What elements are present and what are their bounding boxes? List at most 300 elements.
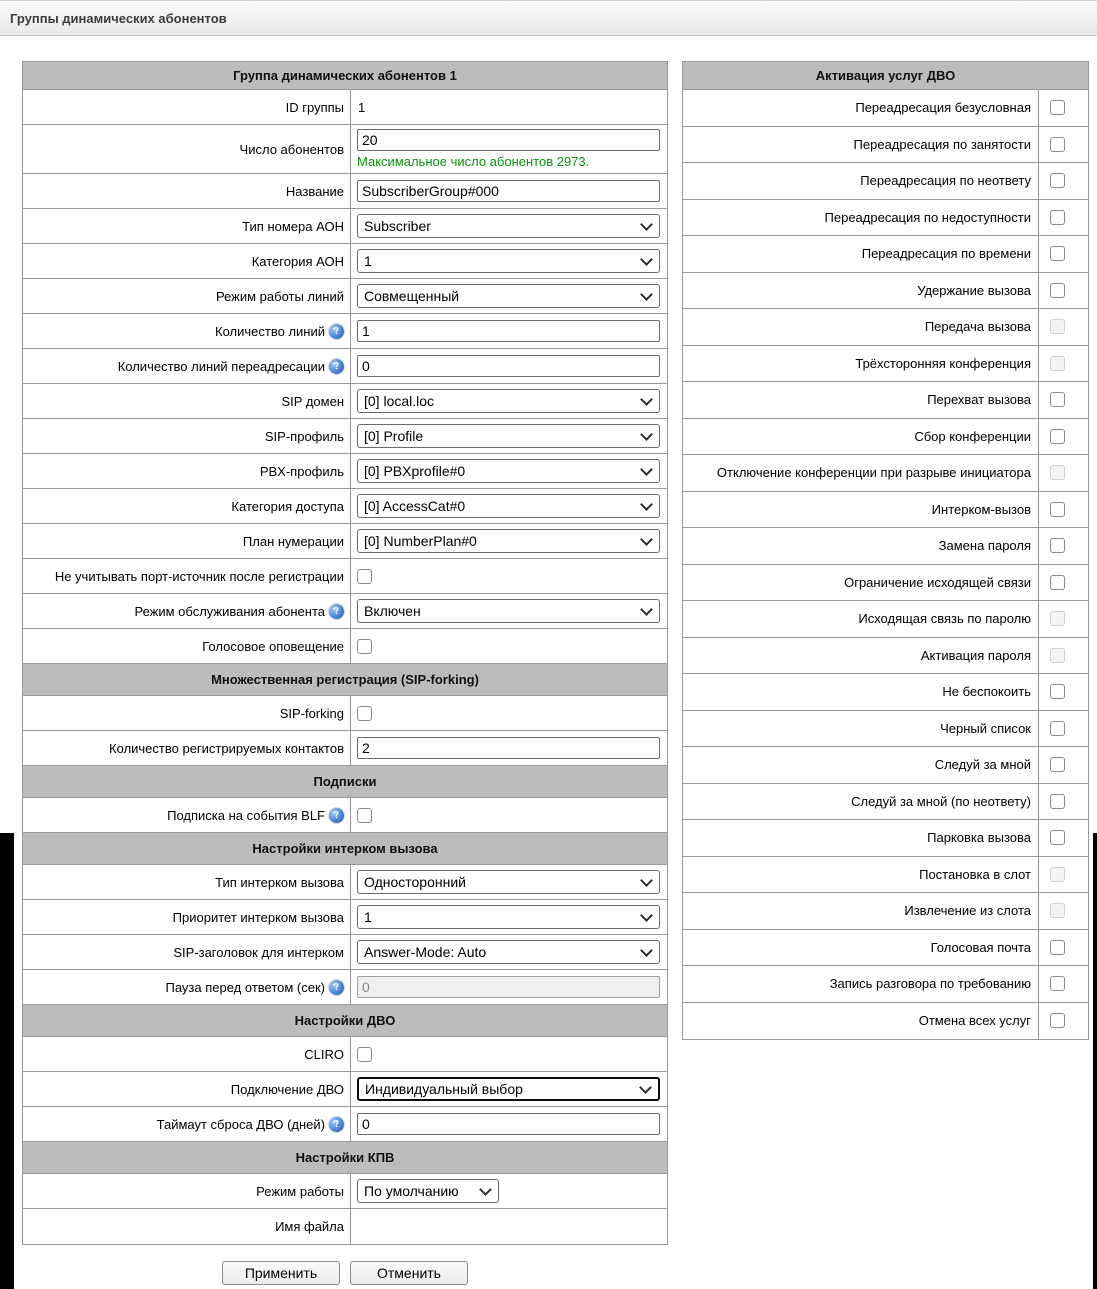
vas-label-cell xyxy=(683,127,1039,163)
vas-checkbox-cell xyxy=(1039,611,1088,626)
select-dropdown[interactable] xyxy=(357,214,660,238)
field-value-cell xyxy=(351,804,667,827)
form-row xyxy=(23,696,667,731)
field-label-cell xyxy=(23,865,351,899)
field-value-cell xyxy=(351,280,667,312)
field-value-cell xyxy=(351,1109,667,1139)
text-input[interactable] xyxy=(357,129,660,151)
vas-checkbox-cell xyxy=(1039,100,1088,115)
form-row xyxy=(23,384,667,419)
checkbox xyxy=(1050,903,1065,918)
form-row xyxy=(23,559,667,594)
vas-checkbox-cell xyxy=(1039,903,1088,918)
vas-label: Следуй за мной (по неответу) xyxy=(851,793,1031,809)
vas-label-cell xyxy=(683,820,1039,856)
vas-checkbox-cell xyxy=(1039,575,1088,590)
form-row xyxy=(23,279,667,314)
field-label: Количество линий переадресации xyxy=(117,358,325,374)
vas-label-cell xyxy=(683,90,1039,126)
cancel-button[interactable]: Отменить xyxy=(350,1261,468,1285)
field-label-cell xyxy=(23,1174,351,1208)
select-dropdown[interactable] xyxy=(357,284,660,308)
select-dropdown[interactable] xyxy=(357,529,660,553)
field-label: Пауза перед ответом (сек) xyxy=(165,979,325,995)
vas-row xyxy=(683,455,1088,492)
select-value: Совмещенный xyxy=(364,288,460,304)
vas-label-cell xyxy=(683,236,1039,272)
field-value-cell xyxy=(351,733,667,763)
vas-row xyxy=(683,346,1088,383)
checkbox[interactable] xyxy=(1050,757,1065,772)
field-label: SIP-forking xyxy=(279,705,344,721)
checkbox xyxy=(1050,319,1065,334)
vas-label: Сбор конференции xyxy=(914,428,1031,444)
field-value-cell xyxy=(351,972,667,1002)
vas-label: Активация пароля xyxy=(920,647,1031,663)
vas-label-cell xyxy=(683,565,1039,601)
chevron-down-icon xyxy=(640,874,653,887)
select-dropdown[interactable] xyxy=(357,389,660,413)
chevron-down-icon xyxy=(640,944,653,957)
vas-checkbox-cell xyxy=(1039,1013,1088,1028)
field-value-cell xyxy=(351,595,667,627)
vas-checkbox-cell xyxy=(1039,721,1088,736)
select-value: [0] AccessCat#0 xyxy=(364,498,466,514)
chevron-down-icon xyxy=(640,253,653,266)
page-title: Группы динамических абонентов xyxy=(10,11,227,26)
field-value-cell xyxy=(351,565,667,588)
vas-label: Не беспокоить xyxy=(942,684,1031,700)
field-label: ID группы xyxy=(285,99,344,115)
field-label: Режим обслуживания абонента xyxy=(134,603,325,619)
field-value-cell xyxy=(351,176,667,206)
vas-label: Голосовая почта xyxy=(930,939,1031,955)
form-row xyxy=(23,524,667,559)
help-icon[interactable]: ? xyxy=(328,978,346,996)
field-value-cell xyxy=(351,455,667,487)
select-value: Индивидуальный выбор xyxy=(365,1081,523,1097)
vas-label: Следуй за мной xyxy=(934,757,1031,773)
checkbox xyxy=(1050,867,1065,882)
field-label: CLIRO xyxy=(304,1046,344,1062)
help-icon[interactable]: ? xyxy=(328,357,346,375)
select-value: Answer-Mode: Auto xyxy=(364,944,487,960)
field-value-cell xyxy=(351,125,667,173)
form-row xyxy=(23,209,667,244)
chevron-down-icon xyxy=(640,218,653,231)
checkbox[interactable] xyxy=(1050,173,1065,188)
subscriber-group-rows xyxy=(23,90,667,1244)
vas-checkbox-cell xyxy=(1039,465,1088,480)
text-input[interactable] xyxy=(357,1113,660,1135)
vas-checkbox-cell xyxy=(1039,830,1088,845)
field-label-cell xyxy=(23,489,351,523)
field-label-cell xyxy=(23,1037,351,1071)
field-value-cell xyxy=(351,96,667,119)
vas-checkbox-cell xyxy=(1039,137,1088,152)
field-label-cell xyxy=(23,559,351,593)
vas-checkbox-cell xyxy=(1039,246,1088,261)
select-dropdown[interactable] xyxy=(357,870,660,894)
select-value: Включен xyxy=(364,603,421,619)
checkbox[interactable] xyxy=(1050,392,1065,407)
checkbox[interactable] xyxy=(1050,502,1065,517)
field-label: SIP-заголовок для интерком xyxy=(173,944,344,960)
text-input[interactable] xyxy=(357,180,660,202)
vas-label-cell xyxy=(683,346,1039,382)
vas-row xyxy=(683,601,1088,638)
field-label: План нумерации xyxy=(242,533,344,549)
field-value-cell xyxy=(351,901,667,933)
checkbox[interactable] xyxy=(1050,137,1065,152)
vas-checkbox-cell xyxy=(1039,648,1088,663)
vas-label: Передача вызова xyxy=(924,319,1031,335)
vas-row xyxy=(683,90,1088,127)
field-label-cell xyxy=(23,314,351,348)
form-row xyxy=(23,419,667,454)
field-value-cell xyxy=(351,1043,667,1066)
vas-row xyxy=(683,784,1088,821)
vas-label-cell xyxy=(683,711,1039,747)
select-dropdown[interactable] xyxy=(357,940,660,964)
field-label-cell xyxy=(23,244,351,278)
field-value-cell xyxy=(351,316,667,346)
field-value-cell xyxy=(351,525,667,557)
vas-label: Отключение конференции при разрыве инициатора xyxy=(716,465,1031,481)
subscriber-group-form xyxy=(22,61,668,1245)
field-value-cell xyxy=(351,351,667,381)
vas-label: Интерком-вызов xyxy=(931,501,1031,517)
field-label: Категория доступа xyxy=(231,498,344,514)
chevron-down-icon xyxy=(640,909,653,922)
checkbox[interactable] xyxy=(1050,976,1065,991)
checkbox[interactable] xyxy=(1050,684,1065,699)
field-label-cell xyxy=(23,1072,351,1106)
field-label-cell xyxy=(23,1209,351,1244)
vas-label: Переадресация безусловная xyxy=(855,100,1031,116)
form-row xyxy=(23,314,667,349)
field-label-cell xyxy=(23,209,351,243)
text-input[interactable] xyxy=(357,737,660,759)
checkbox[interactable] xyxy=(1050,538,1065,553)
vas-label: Отмена всех услуг xyxy=(918,1013,1031,1029)
page-edge-strip-right xyxy=(1093,833,1097,1289)
vas-label: Постановка в слот xyxy=(919,866,1031,882)
vas-label: Перехват вызова xyxy=(927,392,1031,408)
text-input xyxy=(357,976,660,998)
checkbox[interactable] xyxy=(1050,830,1065,845)
checkbox[interactable] xyxy=(1050,210,1065,225)
select-dropdown[interactable] xyxy=(357,494,660,518)
vas-label-cell xyxy=(683,455,1039,491)
field-value-cell xyxy=(351,1223,667,1231)
vas-checkbox-cell xyxy=(1039,538,1088,553)
form-row xyxy=(23,244,667,279)
select-value: [0] local.loc xyxy=(364,393,435,409)
vas-checkbox-cell xyxy=(1039,210,1088,225)
field-label-cell xyxy=(23,629,351,663)
vas-checkbox-cell xyxy=(1039,684,1088,699)
select-value: 1 xyxy=(364,253,372,269)
vas-checkbox-cell xyxy=(1039,356,1088,371)
form-row xyxy=(23,349,667,384)
vas-label: Переадресация по неответу xyxy=(860,173,1031,189)
vas-checkbox-cell xyxy=(1039,867,1088,882)
field-label: Название xyxy=(285,183,344,199)
checkbox[interactable] xyxy=(357,1047,372,1062)
vas-label-cell xyxy=(683,638,1039,674)
vas-row xyxy=(683,492,1088,529)
vas-checkbox-cell xyxy=(1039,319,1088,334)
vas-row xyxy=(683,382,1088,419)
field-label: Не учитывать порт-источник после регистрации xyxy=(54,568,344,584)
vas-label-cell xyxy=(683,528,1039,564)
vas-row xyxy=(683,893,1088,930)
vas-label-cell xyxy=(683,857,1039,893)
section-header: Настройки интерком вызова xyxy=(23,833,667,865)
section-header: Множественная регистрация (SIP-forking) xyxy=(23,664,667,696)
field-value-cell xyxy=(351,420,667,452)
chevron-down-icon xyxy=(640,498,653,511)
field-label: Режим работы линий xyxy=(215,288,344,304)
vas-label-cell xyxy=(683,966,1039,1002)
vas-row xyxy=(683,857,1088,894)
form-row xyxy=(23,1174,667,1209)
text-input[interactable] xyxy=(357,355,660,377)
vas-label: Черный список xyxy=(940,720,1031,736)
field-value-cell xyxy=(351,490,667,522)
vas-checkbox-cell xyxy=(1039,757,1088,772)
vas-row xyxy=(683,747,1088,784)
field-value-cell xyxy=(351,1175,667,1207)
vas-row xyxy=(683,309,1088,346)
select-dropdown[interactable] xyxy=(357,599,660,623)
checkbox[interactable] xyxy=(1050,100,1065,115)
vas-label: Переадресация по времени xyxy=(861,246,1031,262)
field-value-cell xyxy=(351,385,667,417)
checkbox[interactable] xyxy=(1050,1013,1065,1028)
select-dropdown[interactable] xyxy=(357,249,660,273)
vas-label-cell xyxy=(683,674,1039,710)
field-label-cell xyxy=(23,524,351,558)
vas-activation-panel xyxy=(682,61,1089,1040)
field-label-cell xyxy=(23,1107,351,1141)
field-label-cell xyxy=(23,731,351,765)
form-actions xyxy=(22,1261,668,1285)
checkbox[interactable] xyxy=(357,706,372,721)
field-label: Голосовое оповещение xyxy=(202,638,344,654)
vas-label-cell xyxy=(683,273,1039,309)
select-value: [0] PBXprofile#0 xyxy=(364,463,466,479)
vas-label-cell xyxy=(683,930,1039,966)
vas-checkbox-cell xyxy=(1039,173,1088,188)
field-value-cell xyxy=(351,936,667,968)
form-row xyxy=(23,798,667,833)
form-row xyxy=(23,935,667,970)
select-value: По умолчанию xyxy=(364,1183,459,1199)
field-label-cell xyxy=(23,384,351,418)
checkbox xyxy=(1050,465,1065,480)
field-label: Приоритет интерком вызова xyxy=(172,909,344,925)
vas-checkbox-cell xyxy=(1039,976,1088,991)
field-label: Подписка на события BLF xyxy=(167,807,325,823)
checkbox xyxy=(1050,611,1065,626)
vas-checkbox-cell xyxy=(1039,283,1088,298)
field-label: Таймаут сброса ДВО (дней) xyxy=(156,1116,325,1132)
field-label-cell xyxy=(23,454,351,488)
checkbox[interactable] xyxy=(1050,246,1065,261)
form-row xyxy=(23,970,667,1005)
form-row xyxy=(23,90,667,125)
select-dropdown[interactable] xyxy=(357,424,660,448)
form-row xyxy=(23,629,667,664)
field-label: Имя файла xyxy=(275,1219,344,1234)
vas-label: Трёхсторонняя конференция xyxy=(855,355,1031,371)
section-header: Настройки ДВО xyxy=(23,1005,667,1037)
vas-label: Ограничение исходящей связи xyxy=(844,574,1031,590)
apply-button[interactable]: Применить xyxy=(222,1261,340,1285)
field-label-cell xyxy=(23,935,351,969)
checkbox[interactable] xyxy=(357,639,372,654)
field-label-cell xyxy=(23,174,351,208)
form-row xyxy=(23,125,667,174)
chevron-down-icon xyxy=(479,1183,492,1196)
select-value: Subscriber xyxy=(364,218,431,234)
checkbox[interactable] xyxy=(1050,940,1065,955)
help-icon[interactable]: ? xyxy=(328,322,346,340)
chevron-down-icon xyxy=(640,533,653,546)
field-label-cell xyxy=(23,90,351,124)
vas-row xyxy=(683,820,1088,857)
form-row xyxy=(23,1107,667,1142)
field-label: SIP-профиль xyxy=(264,428,344,444)
form-row xyxy=(23,731,667,766)
checkbox xyxy=(1050,356,1065,371)
vas-label-cell xyxy=(683,601,1039,637)
vas-row xyxy=(683,127,1088,164)
vas-row xyxy=(683,273,1088,310)
vas-checkbox-cell xyxy=(1039,502,1088,517)
field-value-cell xyxy=(351,635,667,658)
vas-row xyxy=(683,419,1088,456)
vas-label: Извлечение из слота xyxy=(904,903,1031,919)
form-row xyxy=(23,174,667,209)
field-value-cell xyxy=(351,210,667,242)
form-row xyxy=(23,865,667,900)
section-header: Подписки xyxy=(23,766,667,798)
vas-label-cell xyxy=(683,1003,1039,1040)
chevron-down-icon xyxy=(640,288,653,301)
page-edge-strip-left xyxy=(0,833,14,1289)
text-input[interactable] xyxy=(357,320,660,342)
vas-row xyxy=(683,528,1088,565)
field-label: Режим работы xyxy=(256,1183,344,1199)
checkbox[interactable] xyxy=(1050,429,1065,444)
select-dropdown[interactable] xyxy=(357,1077,660,1101)
vas-label-cell xyxy=(683,492,1039,528)
chevron-down-icon xyxy=(640,393,653,406)
select-dropdown[interactable] xyxy=(357,905,660,929)
page-header xyxy=(0,0,1097,36)
checkbox[interactable] xyxy=(1050,794,1065,809)
static-value: 1 xyxy=(358,99,366,115)
vas-checkbox-cell xyxy=(1039,429,1088,444)
field-label: Число абонентов xyxy=(239,141,344,157)
vas-label: Парковка вызова xyxy=(927,830,1031,846)
field-label: Количество регистрируемых контактов xyxy=(109,740,344,756)
vas-label: Удержание вызова xyxy=(917,282,1031,298)
select-dropdown[interactable] xyxy=(357,459,660,483)
vas-label-cell xyxy=(683,163,1039,199)
field-label: Подключение ДВО xyxy=(230,1081,344,1097)
vas-activation-title: Активация услуг ДВО xyxy=(683,62,1088,90)
vas-row xyxy=(683,966,1088,1003)
vas-row xyxy=(683,930,1088,967)
vas-label: Запись разговора по требованию xyxy=(829,976,1031,992)
checkbox[interactable] xyxy=(357,808,372,823)
field-label-cell xyxy=(23,970,351,1004)
field-value-cell xyxy=(351,866,667,898)
form-row xyxy=(23,594,667,629)
checkbox[interactable] xyxy=(357,569,372,584)
field-value-cell xyxy=(351,1073,667,1105)
vas-row xyxy=(683,1003,1088,1040)
field-value-cell xyxy=(351,702,667,725)
form-row xyxy=(23,1037,667,1072)
vas-label-cell xyxy=(683,200,1039,236)
vas-row xyxy=(683,200,1088,237)
vas-label: Исходящая связь по паролю xyxy=(858,611,1031,627)
vas-row xyxy=(683,711,1088,748)
checkbox[interactable] xyxy=(1050,575,1065,590)
help-icon[interactable]: ? xyxy=(328,806,346,824)
checkbox[interactable] xyxy=(1050,721,1065,736)
field-label-cell xyxy=(23,125,351,173)
select-value: [0] NumberPlan#0 xyxy=(364,533,477,549)
field-label: Тип номера АОН xyxy=(242,218,344,234)
field-label: Тип интерком вызова xyxy=(215,874,344,890)
form-row xyxy=(23,1072,667,1107)
checkbox[interactable] xyxy=(1050,283,1065,298)
help-icon[interactable]: ? xyxy=(328,1115,346,1133)
vas-checkbox-cell xyxy=(1039,940,1088,955)
vas-row xyxy=(683,163,1088,200)
chevron-down-icon xyxy=(640,603,653,616)
vas-label-cell xyxy=(683,382,1039,418)
form-row xyxy=(23,489,667,524)
vas-label: Замена пароля xyxy=(938,538,1031,554)
field-label-cell xyxy=(23,594,351,628)
vas-label-cell xyxy=(683,747,1039,783)
field-hint: Максимальное число абонентов 2973. xyxy=(357,154,590,169)
chevron-down-icon xyxy=(640,428,653,441)
vas-row xyxy=(683,565,1088,602)
select-value: 1 xyxy=(364,909,372,925)
select-dropdown[interactable] xyxy=(357,1179,499,1203)
form-row xyxy=(23,900,667,935)
select-value: Односторонний xyxy=(364,874,466,890)
form-row xyxy=(23,1209,667,1244)
field-label-cell xyxy=(23,696,351,730)
vas-row xyxy=(683,638,1088,675)
chevron-down-icon xyxy=(639,1081,652,1094)
help-icon[interactable]: ? xyxy=(328,602,346,620)
field-label: PBX-профиль xyxy=(259,463,344,479)
field-label-cell xyxy=(23,900,351,934)
field-label: SIP домен xyxy=(281,393,344,409)
vas-label: Переадресация по занятости xyxy=(853,136,1031,152)
field-label: Количество линий xyxy=(215,323,325,339)
